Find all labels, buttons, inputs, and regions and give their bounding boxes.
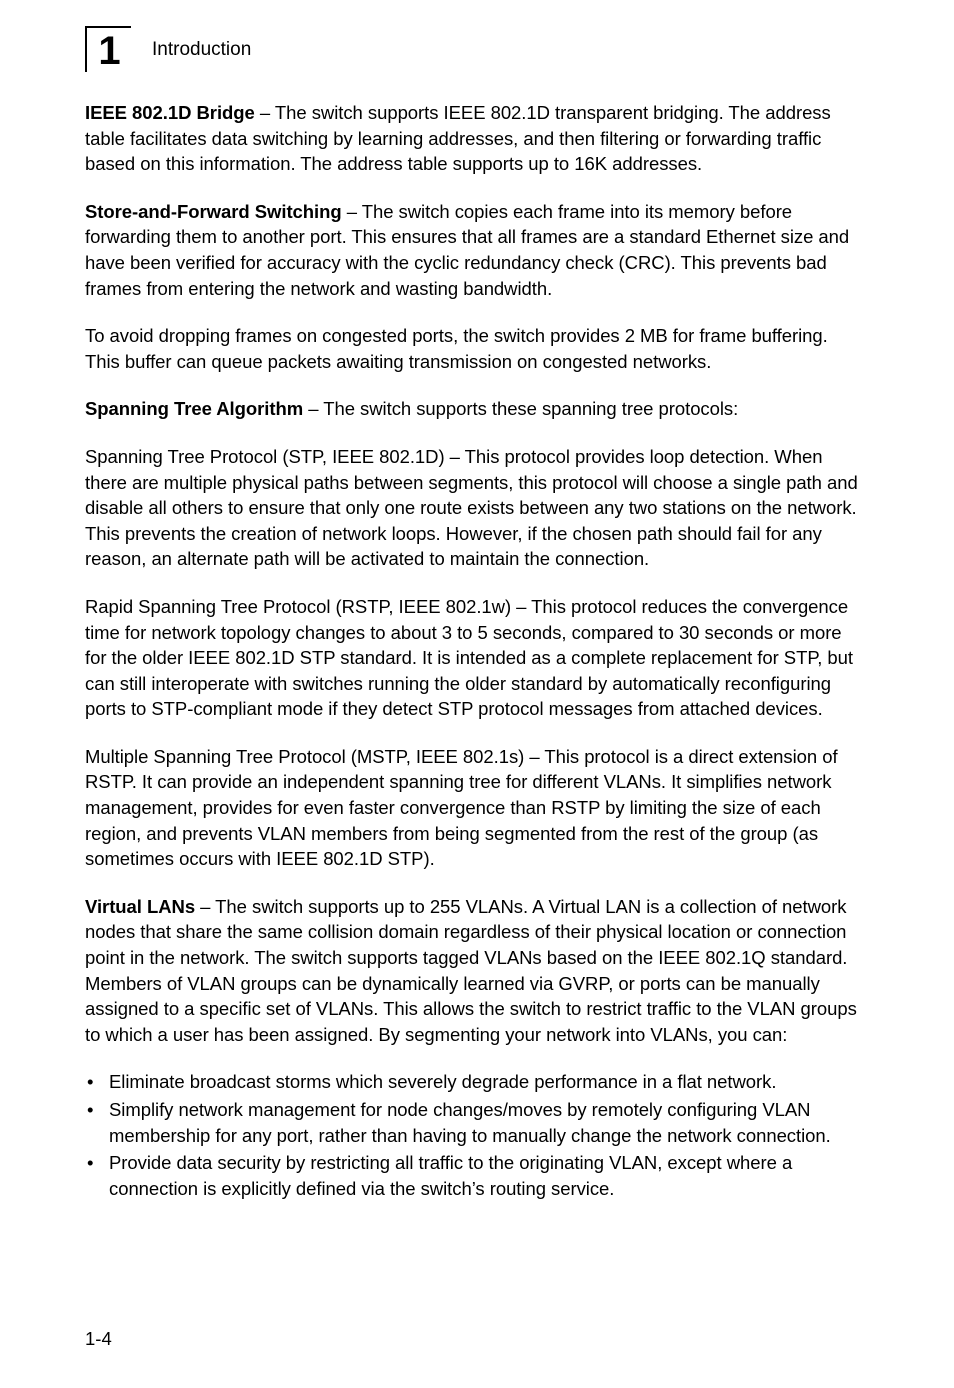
chapter-number-badge (85, 26, 131, 72)
paragraph-frame-buffering (85, 323, 861, 374)
chapter-number: 1 (98, 29, 120, 73)
bullet-icon: • (87, 1152, 94, 1174)
list-item (85, 1069, 861, 1095)
paragraph-text: – The switch supports these spanning tree protocols: (303, 398, 739, 420)
paragraph-mstp (85, 744, 861, 872)
paragraph-lead: Store-and-Forward Switching (85, 200, 342, 222)
list-item-text: Simplify network management for node changes/moves by remotely configuring VLAN membership for any port, rather than having to manually change the network connection. (109, 1099, 831, 1146)
vlan-benefits-list (85, 1069, 861, 1201)
paragraph-rstp (85, 594, 861, 722)
page-number: 1-4 (85, 1328, 112, 1349)
paragraph-lead: IEEE 802.1D Bridge (85, 102, 255, 123)
paragraph-text: Rapid Spanning Tree Protocol (RSTP, IEEE 802.1w) – This protocol reduces the convergence time for network topology changes to about 3 to 5 seconds, compared to 30 seconds or more for the older IEEE 802.1D STP standard. It is intended as a complete replacement for STP, but can still interoperate with switches running the older standard by automatically reconfiguring ports to STP-compliant mode if they detect STP protocol messages from attached devices. (85, 595, 853, 720)
paragraph-text: – The switch copies each frame into its memory before forwarding them to another port. This ensures that all frames are a standard Ethernet size and have been verified for accuracy with the cyclic redundancy check (CRC). This prevents bad frames from entering the network and wasting bandwidth. (85, 200, 850, 299)
paragraph-text: – The switch supports up to 255 VLANs. A Virtual LAN is a collection of network nodes that share the same collision domain regardless of their physical location or connection point in the network. The switch supports tagged VLANs based on the IEEE 802.1Q standard. Members of VLAN groups can be dynamically learned via GVRP, or ports can be manually assigned to a specific set of VLANs. This allows the switch to restrict traffic to the VLAN groups to which a user has been assigned. By segmenting your network into VLANs, you can: (85, 895, 857, 1045)
paragraph-virtual-lans (85, 894, 861, 1048)
paragraph-text: – The switch supports IEEE 802.1D transparent bridging. The address table facilitates data switching by learning addresses, and then filtering or forwarding traffic based on this information. The address table supports up to 16K addresses. (85, 102, 831, 175)
paragraph-lead: Virtual LANs (85, 895, 196, 917)
paragraph-lead: Spanning Tree Algorithm (85, 398, 304, 420)
running-header (85, 26, 251, 74)
page-body (85, 100, 861, 1203)
paragraph-text: Multiple Spanning Tree Protocol (MSTP, IEEE 802.1s) – This protocol is a direct extension of RSTP. It can provide an independent spanning tree for different VLANs. It simplifies network management, provides for even faster convergence than RSTP by limiting the size of each region, and prevents VLAN members from being segmented from the rest of the group (as sometimes occurs with IEEE 802.1D STP). (85, 745, 838, 870)
list-item (85, 1097, 861, 1148)
paragraph-spanning-tree-algorithm (85, 396, 861, 422)
chapter-title: Introduction (152, 39, 252, 60)
list-item-text: Provide data security by restricting all traffic to the originating VLAN, except where a connection is explicitly defined via the switch’s routing service. (109, 1152, 793, 1199)
paragraph-text: To avoid dropping frames on congested ports, the switch provides 2 MB for frame buffering. This buffer can queue packets awaiting transmission on congested networks. (85, 325, 828, 372)
paragraph-store-and-forward-switching (85, 199, 861, 301)
list-item (85, 1150, 861, 1201)
paragraph-text: Spanning Tree Protocol (STP, IEEE 802.1D) – This protocol provides loop detection. When there are multiple physical paths between segments, this protocol will choose a single path and disable all others to ensure that only one route exists between any two stations on the network. This prevents the creation of network loops. However, if the chosen path should fail for any reason, an alternate path will be activated to maintain the connection. (85, 445, 858, 570)
paragraph-ieee-8021d-bridge (85, 100, 861, 177)
bullet-icon: • (87, 1071, 94, 1093)
paragraph-stp (85, 444, 861, 572)
bullet-icon: • (87, 1099, 94, 1120)
list-item-text: Eliminate broadcast storms which severely degrade performance in a flat network. (109, 1071, 777, 1093)
